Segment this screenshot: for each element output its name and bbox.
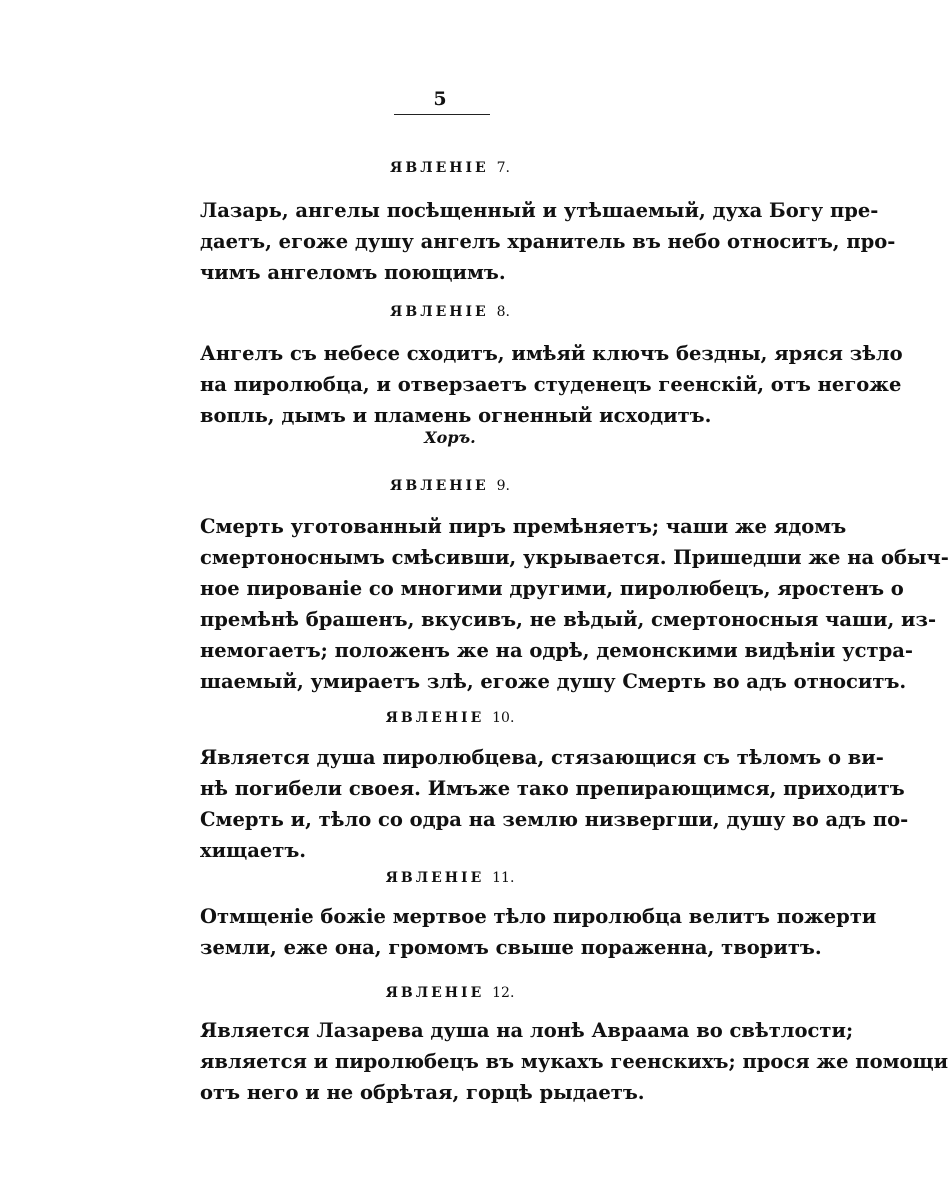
- text-line: вопль, дымъ и пламень огненный исходитъ.: [200, 404, 712, 427]
- scene-text-7: [200, 195, 896, 288]
- scene-heading-9: [150, 478, 750, 494]
- scene-heading-label: ЯВЛЕНІЕ: [390, 160, 489, 176]
- text-line: Ангелъ съ небесе сходитъ, имѣяй ключъ бездны, яряся зѣло: [200, 342, 903, 365]
- text-line: ное пированіе со многими другими, пиролюбецъ, яростенъ о: [200, 577, 904, 600]
- scene-heading-number: 10.: [492, 710, 515, 726]
- text-line: смертоноснымъ смѣсивши, укрывается. Пришедши же на обыч-: [200, 546, 949, 569]
- scene-heading-number: 11.: [492, 870, 515, 886]
- scene-heading-number: 8.: [496, 304, 510, 320]
- text-line: немогаетъ; положенъ же на одрѣ, демонскими видѣніи устра-: [200, 639, 913, 662]
- text-line: Смерть и, тѣло со одра на землю низвергши, душу во адъ по-: [200, 808, 909, 831]
- scene-text-11: [200, 901, 877, 963]
- chorus-label: Хоръ.: [424, 428, 476, 447]
- scene-text-8: [200, 338, 903, 431]
- scene-heading-7: [150, 160, 750, 176]
- text-line: на пиролюбца, и отверзаетъ студенецъ геенскій, отъ негоже: [200, 373, 902, 396]
- text-line: чимъ ангеломъ поющимъ.: [200, 261, 506, 284]
- scene-heading-label: ЯВЛЕНІЕ: [390, 478, 489, 494]
- page-number-rule: [394, 114, 490, 115]
- page-number: 5: [433, 88, 447, 110]
- text-line: нѣ погибели своея. Имъже тако препирающимся, приходитъ: [200, 777, 905, 800]
- text-line: Отмщеніе божіе мертвое тѣло пиролюбца велитъ пожерти: [200, 905, 877, 928]
- text-line: является и пиролюбецъ въ мукахъ геенскихъ; прося же помощи: [200, 1050, 949, 1073]
- text-line: шаемый, умираетъ злѣ, егоже душу Смерть во адъ относитъ.: [200, 670, 907, 693]
- scene-heading-8: [150, 304, 750, 320]
- text-line: Лазарь, ангелы посѣщенный и утѣшаемый, духа Богу пре-: [200, 199, 879, 222]
- scene-heading-11: [150, 870, 750, 886]
- scene-heading-label: ЯВЛЕНІЕ: [385, 985, 485, 1001]
- text-line: Является Лазарева душа на лонѣ Авраама во свѣтлости;: [200, 1019, 854, 1042]
- scene-heading-label: ЯВЛЕНІЕ: [390, 304, 489, 320]
- text-line: хищаетъ.: [200, 839, 307, 862]
- scene-heading-10: [150, 710, 750, 726]
- scene-text-12: [200, 1015, 949, 1108]
- text-line: отъ него и не обрѣтая, горцѣ рыдаетъ.: [200, 1081, 645, 1104]
- scene-text-9: [200, 511, 949, 697]
- scene-heading-number: 9.: [496, 478, 510, 494]
- scene-heading-label: ЯВЛЕНІЕ: [385, 870, 485, 886]
- text-line: земли, еже она, громомъ свыше пораженна, творитъ.: [200, 936, 822, 959]
- scene-text-10: [200, 742, 909, 866]
- text-line: даетъ, егоже душу ангелъ хранитель въ небо относитъ, про-: [200, 230, 896, 253]
- scene-heading-number: 7.: [496, 160, 510, 176]
- text-line: премѣнѣ брашенъ, вкусивъ, не вѣдый, смертоносныя чаши, из-: [200, 608, 937, 631]
- scene-heading-number: 12.: [492, 985, 515, 1001]
- text-line: Смерть уготованный пиръ премѣняетъ; чаши же ядомъ: [200, 515, 847, 538]
- scene-heading-label: ЯВЛЕНІЕ: [385, 710, 485, 726]
- scene-heading-12: [150, 985, 750, 1001]
- text-line: Является душа пиролюбцева, стязающися съ тѣломъ о ви-: [200, 746, 884, 769]
